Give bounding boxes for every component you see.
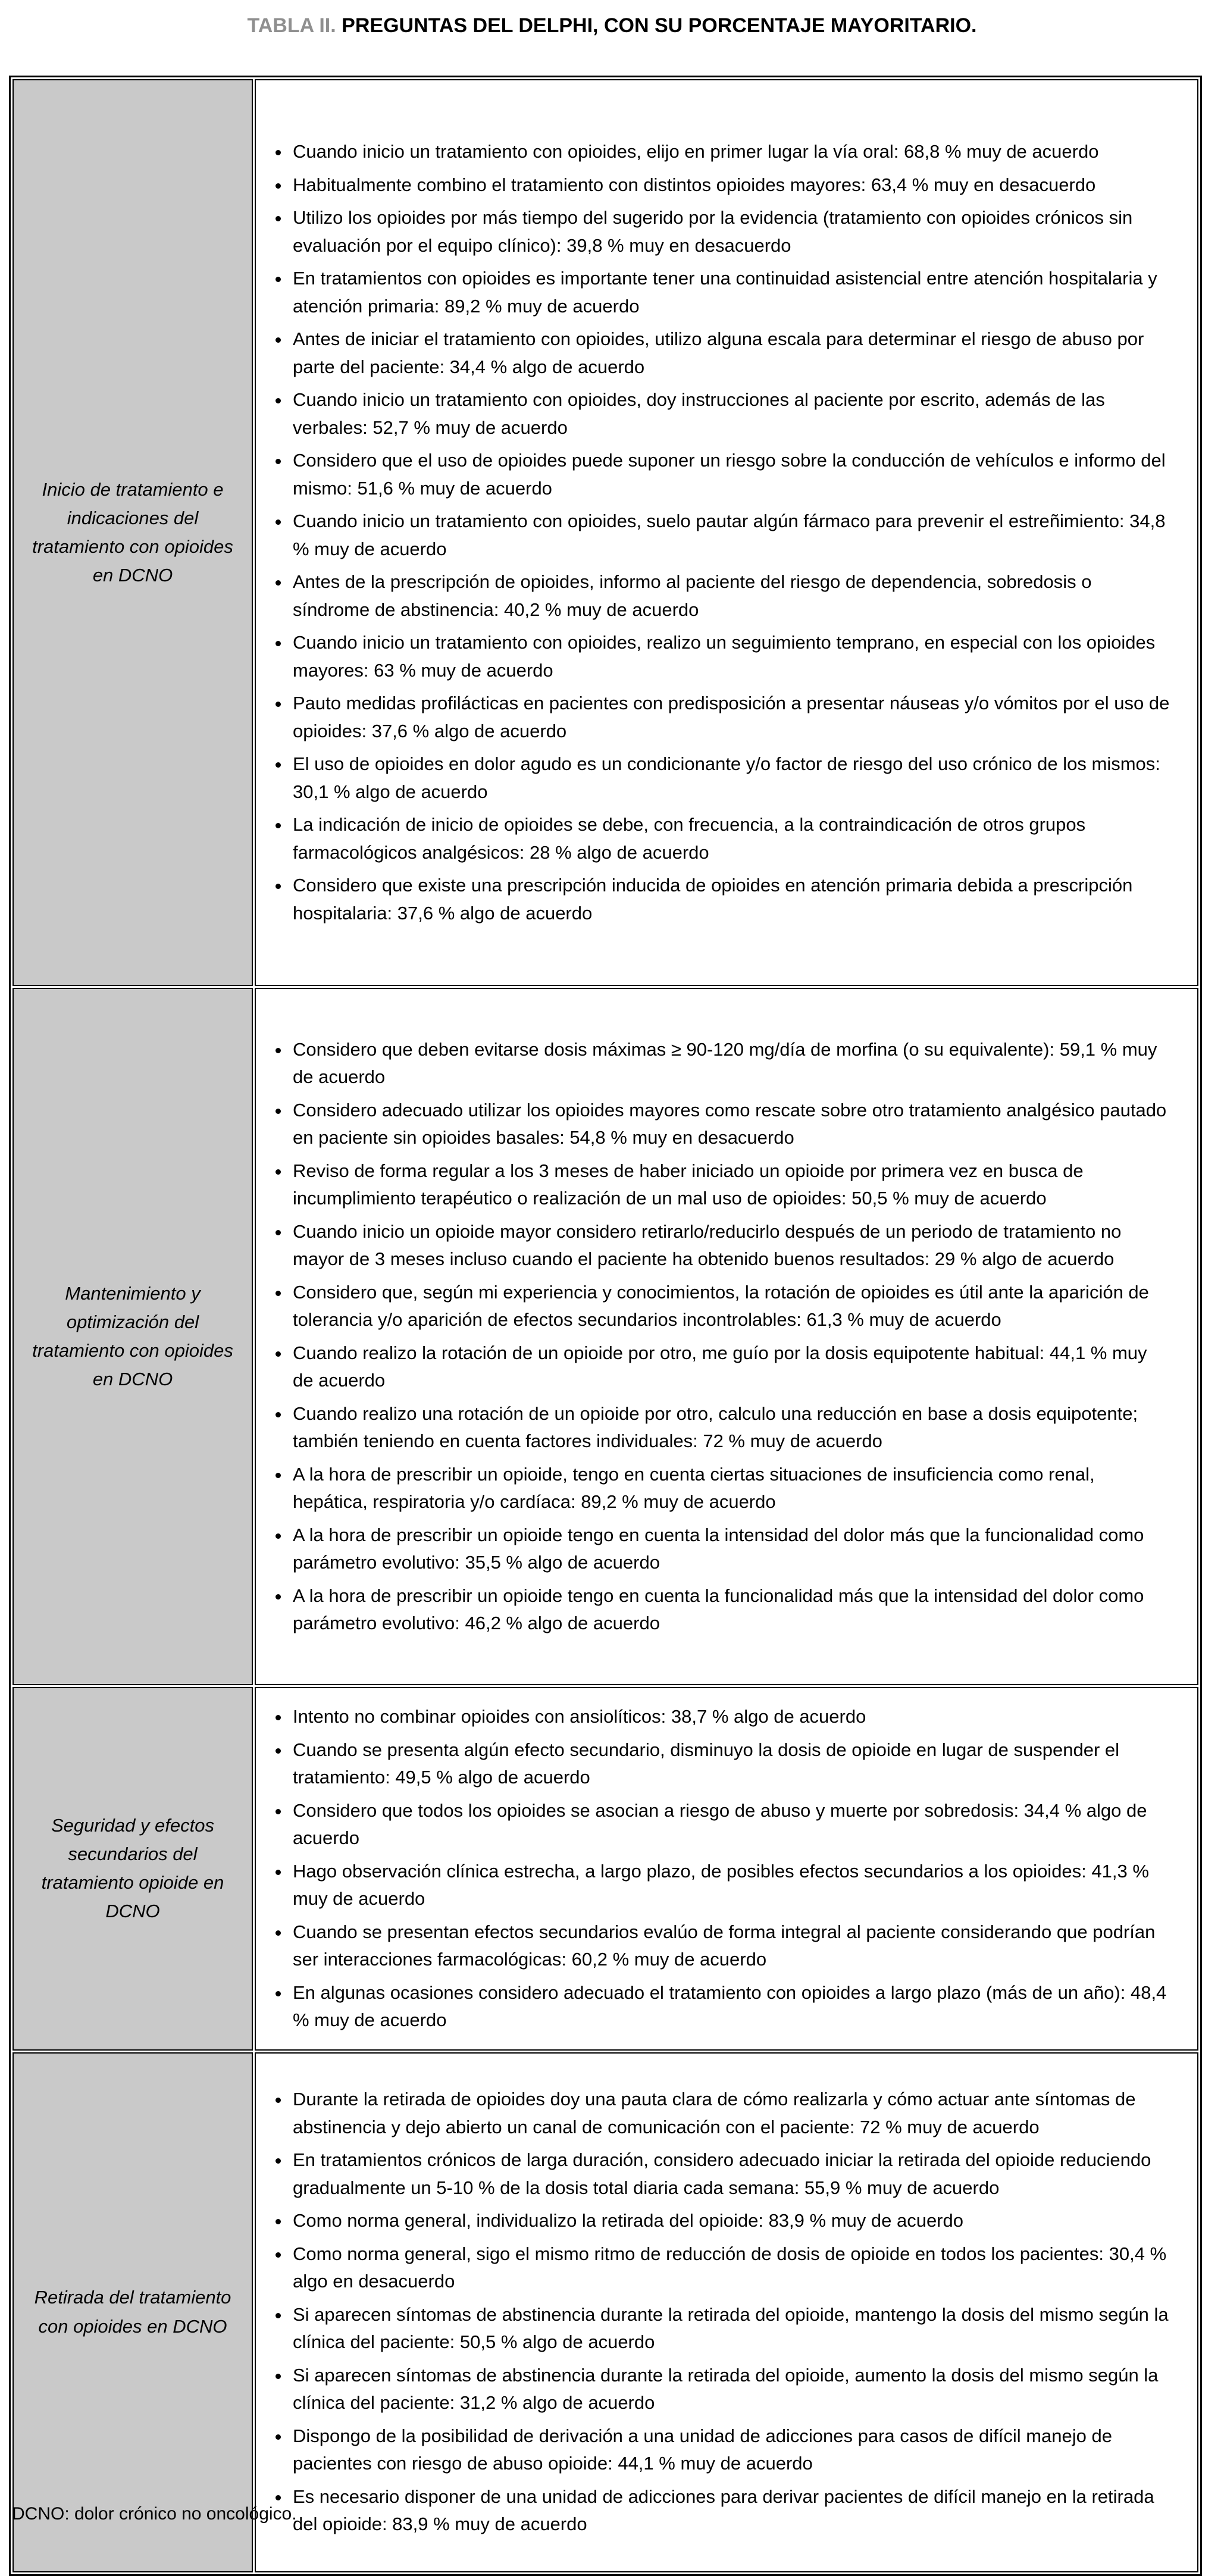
category-label: Seguridad y efectos secundarios del tratamiento opioide en DCNO [41,1815,224,1922]
table-title [0,14,1224,37]
question-item: • Cuando se presentan efectos secundarios evalúo de forma integral al paciente considerando que podrían ser interacciones farmacológicas: 60,2 % muy de acuerdo [290,1918,1170,1974]
question-item: • Cuando se presenta algún efecto secundario, disminuyo la dosis de opioide en lugar de suspender el tratamiento: 49,5 % algo de acuerdo [290,1736,1170,1792]
category-cell [12,2052,253,2572]
question-item: • Considero que el uso de opioides puede suponer un riesgo sobre la conducción de vehículos e informo del mismo: 51,6 % muy de acuerdo [290,447,1170,502]
table-row [12,1687,1198,2051]
delphi-table-body [12,79,1198,2572]
question-item: • Si aparecen síntomas de abstinencia durante la retirada del opioide, aumento la dosis del mismo según la clínica del paciente: 31,2 % algo de acuerdo [290,2362,1170,2417]
question-item: • Antes de iniciar el tratamiento con opioides, utilizo alguna escala para determinar el riesgo de abuso por parte del paciente: 34,4 % algo de acuerdo [290,325,1170,381]
question-list [267,2086,1170,2539]
question-item: • A la hora de prescribir un opioide tengo en cuenta la intensidad del dolor más que la funcionalidad como parámetro evolutivo: 35,5 % algo de acuerdo [290,1522,1170,1577]
category-label: Inicio de tratamiento e indicaciones del tratamiento con opioides en DCNO [32,478,233,586]
question-item: • La indicación de inicio de opioides se debe, con frecuencia, a la contraindicación de otros grupos farmacológicos analgésicos: 28 % algo de acuerdo [290,811,1170,866]
question-item: • Cuando inicio un tratamiento con opioides, realizo un seguimiento temprano, en especial con los opioides mayores: 63 % muy de acuerdo [290,629,1170,684]
question-item: • Utilizo los opioides por más tiempo del sugerido por la evidencia (tratamiento con opioides crónicos sin evaluación por el equipo clínico): 39,8 % muy en desacuerdo [290,204,1170,259]
question-item: • Cuando inicio un tratamiento con opioides, doy instrucciones al paciente por escrito, además de las verbales: 52,7 % muy de acuerdo [290,386,1170,442]
footnote: DCNO: dolor crónico no oncológico. [12,2504,297,2524]
category-label: Retirada del tratamiento con opioides en DCNO [34,2287,231,2337]
question-list [267,1036,1170,1638]
questions-cell [255,2052,1198,2572]
question-item: • Cuando realizo una rotación de un opioide por otro, calculo una reducción en base a dosis equipotente; también teniendo en cuenta factores individuales: 72 % muy de acuerdo [290,1400,1170,1456]
questions-cell [255,1687,1198,2051]
question-item: • Reviso de forma regular a los 3 meses de haber iniciado un opioide por primera vez en busca de incumplimiento terapéutico o realización de un mal uso de opioides: 50,5 % muy de acuerdo [290,1157,1170,1213]
category-label: Mantenimiento y optimización del tratamiento con opioides en DCNO [32,1282,233,1390]
table-title-label: TABLA II. [247,14,336,37]
category-cell [12,1687,253,2051]
question-item: • Habitualmente combino el tratamiento con distintos opioides mayores: 63,4 % muy en desacuerdo [290,171,1170,199]
question-item: • Cuando inicio un tratamiento con opioides, suelo pautar algún fármaco para prevenir el estreñimiento: 34,8 % muy de acuerdo [290,508,1170,563]
questions-cell [255,988,1198,1685]
question-item: • Dispongo de la posibilidad de derivación a una unidad de adicciones para casos de difícil manejo de pacientes con riesgo de abuso opioide: 44,1 % muy de acuerdo [290,2422,1170,2478]
delphi-questions-table [9,76,1202,2576]
question-item: • Cuando inicio un opioide mayor considero retirarlo/reducirlo después de un periodo de tratamiento no mayor de 3 meses incluso cuando el paciente ha obtenido buenos resultados: 29 % algo de acuerdo [290,1218,1170,1273]
question-item: • Si aparecen síntomas de abstinencia durante la retirada del opioide, mantengo la dosis del mismo según la clínica del paciente: 50,5 % algo de acuerdo [290,2301,1170,2356]
question-list [267,138,1170,927]
question-item: • El uso de opioides en dolor agudo es un condicionante y/o factor de riesgo del uso crónico de los mismos: 30,1 % algo de acuerdo [290,750,1170,806]
table-title-text: PREGUNTAS DEL DELPHI, CON SU PORCENTAJE MAYORITARIO. [342,14,977,37]
question-item: • Hago observación clínica estrecha, a largo plazo, de posibles efectos secundarios a los opioides: 41,3 % muy de acuerdo [290,1858,1170,1913]
questions-cell [255,79,1198,986]
question-item: • Considero que todos los opioides se asocian a riesgo de abuso y muerte por sobredosis: 34,4 % algo de acuerdo [290,1797,1170,1852]
question-item: • Antes de la prescripción de opioides, informo al paciente del riesgo de dependencia, sobredosis o síndrome de abstinencia: 40,2 % muy de acuerdo [290,568,1170,624]
question-item: • En algunas ocasiones considero adecuado el tratamiento con opioides a largo plazo (más de un año): 48,4 % muy de acuerdo [290,1979,1170,2034]
category-cell [12,988,253,1685]
question-item: • Durante la retirada de opioides doy una pauta clara de cómo realizarla y cómo actuar ante síntomas de abstinencia y dejo abierto un canal de comunicación con el paciente: 72 % muy de acuerdo [290,2086,1170,2141]
table-row [12,988,1198,1685]
category-cell [12,79,253,986]
question-item: • Considero que deben evitarse dosis máximas ≥ 90-120 mg/día de morfina (o su equivalente): 59,1 % muy de acuerdo [290,1036,1170,1091]
question-item: • Intento no combinar opioides con ansiolíticos: 38,7 % algo de acuerdo [290,1703,1170,1731]
question-item: • Considero que existe una prescripción inducida de opioides en atención primaria debida a prescripción hospitalaria: 37,6 % algo de acuerdo [290,872,1170,927]
question-list [267,1703,1170,2034]
question-item: • En tratamientos crónicos de larga duración, considero adecuado iniciar la retirada del opioide reduciendo gradualmente un 5-10 % de la dosis total diaria cada semana: 55,9 % muy de acuerdo [290,2146,1170,2202]
question-item: • Considero que, según mi experiencia y conocimientos, la rotación de opioides es útil ante la aparición de tolerancia y/o aparición de efectos secundarios incontrolables: 61,3 % muy de acuerdo [290,1279,1170,1334]
question-item: • En tratamientos con opioides es importante tener una continuidad asistencial entre atención hospitalaria y atención primaria: 89,2 % muy de acuerdo [290,265,1170,320]
question-item: • A la hora de prescribir un opioide, tengo en cuenta ciertas situaciones de insuficiencia como renal, hepática, respiratoria y/o cardíaca: 89,2 % muy de acuerdo [290,1461,1170,1516]
table-row [12,79,1198,986]
question-item: • Pauto medidas profilácticas en pacientes con predisposición a presentar náuseas y/o vómitos por el uso de opioides: 37,6 % algo de acuerdo [290,690,1170,745]
question-item: • Como norma general, sigo el mismo ritmo de reducción de dosis de opioide en todos los pacientes: 30,4 % algo en desacuerdo [290,2240,1170,2296]
question-item: • Considero adecuado utilizar los opioides mayores como rescate sobre otro tratamiento analgésico pautado en paciente sin opioides basales: 54,8 % muy en desacuerdo [290,1097,1170,1152]
question-item: • A la hora de prescribir un opioide tengo en cuenta la funcionalidad más que la intensidad del dolor como parámetro evolutivo: 46,2 % algo de acuerdo [290,1582,1170,1638]
question-item: • Como norma general, individualizo la retirada del opioide: 83,9 % muy de acuerdo [290,2207,1170,2235]
table-row [12,2052,1198,2572]
question-item: • Es necesario disponer de una unidad de adicciones para derivar pacientes de difícil manejo en la retirada del opioide: 83,9 % muy de acuerdo [290,2483,1170,2539]
question-item: • Cuando realizo la rotación de un opioide por otro, me guío por la dosis equipotente habitual: 44,1 % muy de acuerdo [290,1339,1170,1395]
question-item: • Cuando inicio un tratamiento con opioides, elijo en primer lugar la vía oral: 68,8 % muy de acuerdo [290,138,1170,166]
